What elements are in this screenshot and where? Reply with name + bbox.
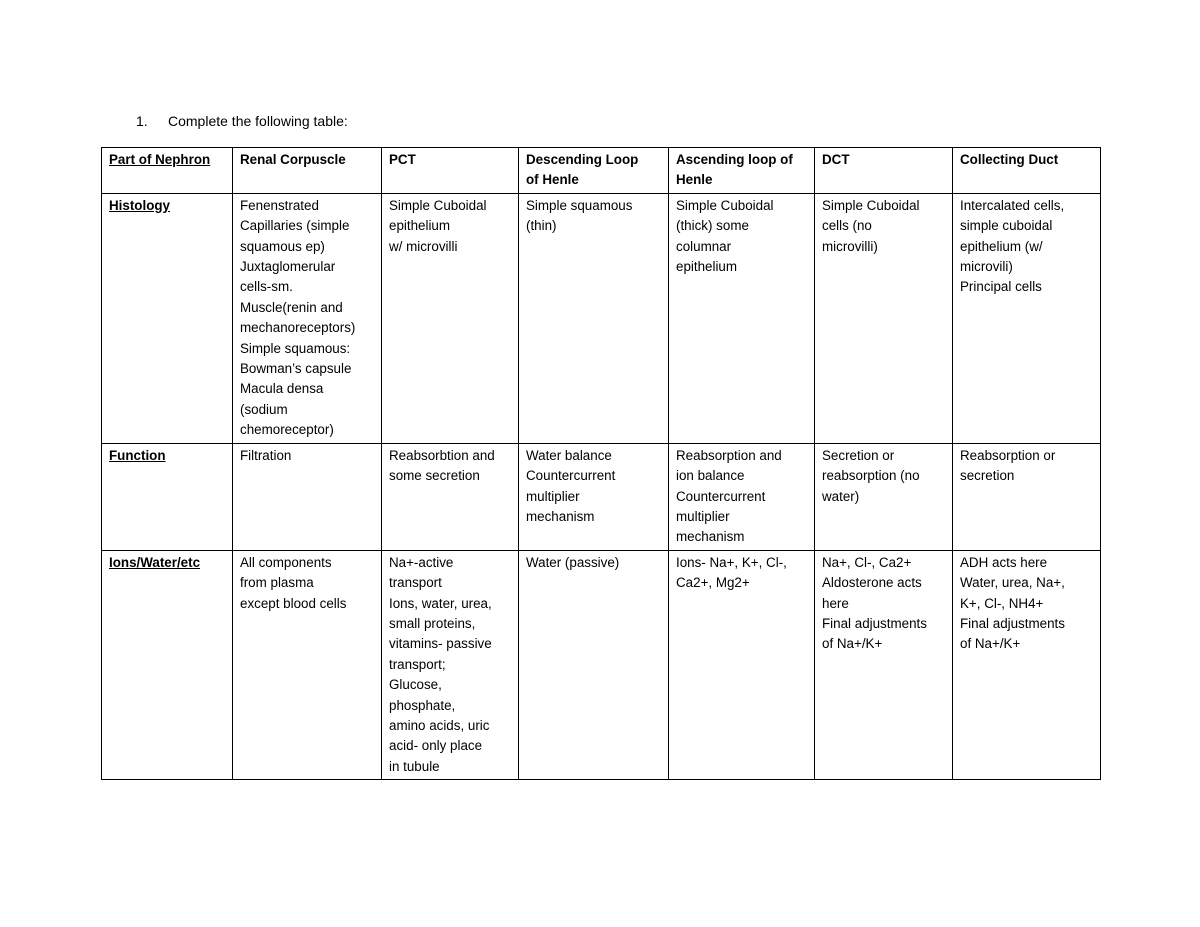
cell-function-renal-corpuscle: Filtration [233,443,382,550]
cell-histology-collecting-duct: Intercalated cells, simple cuboidal epithelium (w/ microvili) Principal cells [953,193,1101,443]
header-collecting-duct: Collecting Duct [953,148,1101,194]
row-label-histology: Histology [102,193,233,443]
cell-ions-descending-loop: Water (passive) [519,550,669,779]
header-dct: DCT [815,148,953,194]
cell-function-ascending-loop: Reabsorption and ion balance Countercurrent multiplier mechanism [669,443,815,550]
cell-histology-dct: Simple Cuboidal cells (no microvilli) [815,193,953,443]
cell-ions-pct: Na+-active transport Ions, water, urea, small proteins, vitamins- passive transport; Glucose, phosphate, amino acids, uric acid- only place in tubule [382,550,519,779]
header-ascending-loop: Ascending loop of Henle [669,148,815,194]
header-descending-loop: Descending Loop of Henle [519,148,669,194]
cell-ions-collecting-duct: ADH acts here Water, urea, Na+, K+, Cl-, NH4+ Final adjustments of Na+/K+ [953,550,1101,779]
instruction-line [136,112,348,130]
cell-ions-renal-corpuscle: All components from plasma except blood cells [233,550,382,779]
cell-histology-pct: Simple Cuboidal epithelium w/ microvilli [382,193,519,443]
instruction-text: Complete the following table: [168,113,348,129]
table-row-ions-water [102,550,1101,779]
row-label-function: Function [102,443,233,550]
cell-histology-descending-loop: Simple squamous (thin) [519,193,669,443]
header-renal-corpuscle: Renal Corpuscle [233,148,382,194]
cell-ions-ascending-loop: Ions- Na+, K+, Cl-, Ca2+, Mg2+ [669,550,815,779]
cell-histology-renal-corpuscle: Fenenstrated Capillaries (simple squamous ep) Juxtaglomerular cells-sm. Muscle(renin and mechanoreceptors) Simple squamous: Bowman’s capsule Macula densa (sodium chemoreceptor) [233,193,382,443]
instruction-number: 1. [136,113,148,129]
cell-function-dct: Secretion or reabsorption (no water) [815,443,953,550]
nephron-table [101,147,1101,780]
header-pct: PCT [382,148,519,194]
cell-function-collecting-duct: Reabsorption or secretion [953,443,1101,550]
cell-function-descending-loop: Water balance Countercurrent multiplier mechanism [519,443,669,550]
header-part-of-nephron: Part of Nephron [102,148,233,194]
table-row-function [102,443,1101,550]
row-label-ions-water: Ions/Water/etc [102,550,233,779]
table-row-histology [102,193,1101,443]
cell-histology-ascending-loop: Simple Cuboidal (thick) some columnar epithelium [669,193,815,443]
cell-ions-dct: Na+, Cl-, Ca2+ Aldosterone acts here Final adjustments of Na+/K+ [815,550,953,779]
cell-function-pct: Reabsorbtion and some secretion [382,443,519,550]
header-row [102,148,1101,194]
